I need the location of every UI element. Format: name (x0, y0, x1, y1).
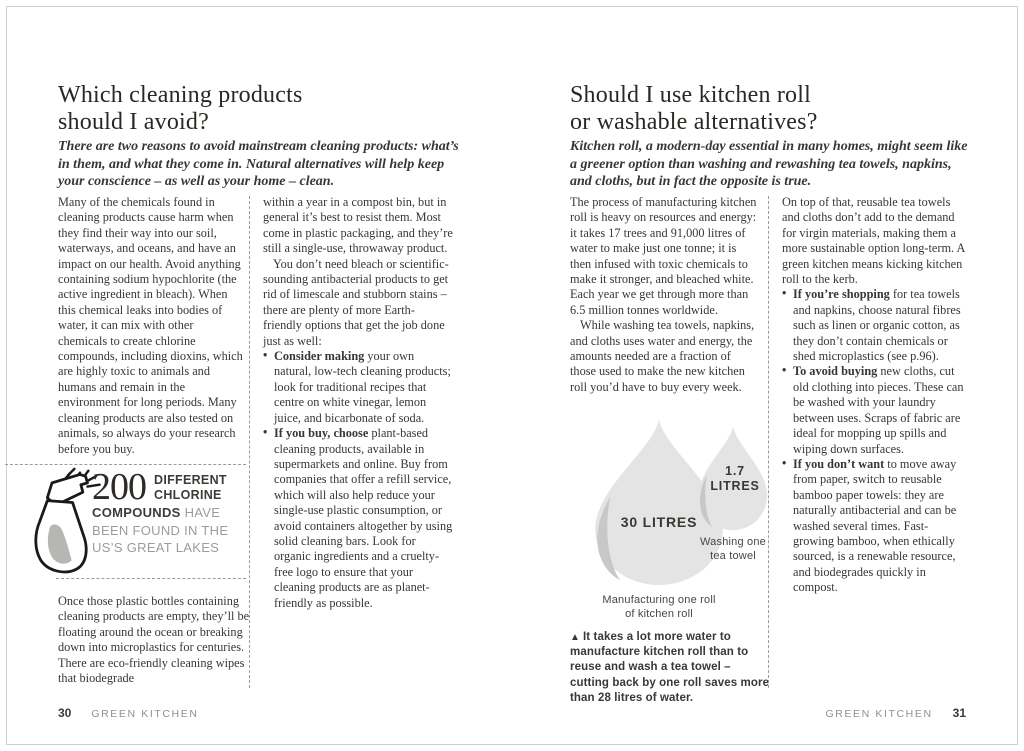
stat-line-4: BEEN FOUND IN THE (92, 522, 229, 538)
right-col1-paragraph-2: While washing tea towels, napkins, and cloths uses water and energy, the amounts needed are a fraction of those used to make the new kitchen roll you’d have to buy every week. (570, 318, 755, 394)
right-bullet-list (782, 287, 968, 595)
stat-top-rule (5, 464, 246, 465)
left-col2-paragraph-1: within a year in a compost bin, but in general it’s best to resist them. Most come in plastic packaging, and they’re still a single-use, throwaway product. (263, 195, 453, 256)
left-column-1-top (58, 195, 244, 457)
page-number-right: 31 (952, 706, 966, 720)
infographic-caption (570, 630, 770, 706)
stat-line-5: US’S GREAT LAKES (92, 540, 220, 555)
left-title-line1: Which cleaning products (58, 82, 303, 109)
small-droplet-value: 1.7 LITRES (710, 464, 760, 493)
chlorine-stat (92, 466, 250, 557)
running-head-right: GREEN KITCHEN (825, 708, 933, 720)
footer-right (825, 706, 966, 720)
bullet-item: • If you don’t want to move away from paper, switch to reusable bamboo paper towels: they are naturally antibacterial and can be washed several times. Fast-growing bamboo, when ethically sourced, is a renewable resource, and biodegrades quickly in compost. (782, 457, 968, 596)
left-column-divider (249, 196, 250, 688)
left-title-line2: should I avoid? (58, 109, 209, 136)
left-bullet-list (263, 349, 453, 611)
stat-line-3: COMPOUNDS HAVE (92, 505, 221, 520)
left-col1-paragraph-1: Many of the chemicals found in cleaning products cause harm when they find their way into our soil, waterways, and oceans, and have an impact on our health. Avoid anything containing sodium hypochlorite (the active ingredient in bleach). When this chemical leaks into bodies of water, it can mix with other chemicals to create chlorine compounds, including dioxins, which are highly toxic to animals and humans and remain in the environment for long periods. Many cleaning products are also tested on animals, so always do your research before you buy. (58, 195, 243, 456)
right-column-1 (570, 195, 758, 395)
big-droplet-value: 30 LITRES (620, 514, 698, 530)
triangle-marker-icon: ▲ (570, 632, 580, 643)
stat-label-bold: DIFFERENT CHLORINE (154, 473, 227, 502)
right-column-divider (768, 196, 769, 688)
right-column-2 (782, 195, 968, 596)
caption-text: It takes a lot more water to manufacture kitchen roll than to reuse and wash a tea towel – cutting back by one roll saves more than 28 litres of water. (570, 631, 770, 704)
right-col2-paragraph-1: On top of that, reusable tea towels and cloths don’t add to the demand for virgin materials, making them a more sustainable option long-term. A green kitchen means kicking kitchen roll to the kerb. (782, 195, 965, 287)
small-droplet-label: Washing one tea towel (700, 536, 766, 562)
stat-value: 200 (92, 466, 146, 508)
bullet-item: • To avoid buying new cloths, cut old clothing into pieces. These can be washed with your laundry between uses. Scraps of fabric are ideal for mopping up spills and wiping down surfaces. (782, 364, 968, 456)
running-head-left: GREEN KITCHEN (91, 708, 199, 720)
left-column-1-bottom (58, 594, 250, 686)
right-page-title (570, 82, 970, 136)
right-title-line1: Should I use kitchen roll (570, 82, 811, 109)
bullet-item: • Consider making your own natural, low-tech cleaning products; look for traditional recipes that centre on white vinegar, lemon juice, and bicarbonate of soda. (263, 349, 453, 426)
bullet-item: • If you buy, choose plant-based cleaning products, available in supermarkets and online. Buy from companies that offer a refill service, which will also help reduce your single-use plastic consumption, or avoid containers altogether by using solid cleaning bars. Look for organic ingredients and a cruelty-free logo to ensure that your cleaning products are as planet-friendly as possible. (263, 426, 453, 611)
left-column-2 (263, 195, 453, 611)
big-droplet-label: Manufacturing one roll of kitchen roll (602, 594, 716, 620)
footer-left (58, 706, 199, 720)
bullet-item: • If you’re shopping for tea towels and napkins, choose natural fibres such as linen or organic cotton, as they don’t contain chemicals or shed microplastics (see p.96). (782, 287, 968, 364)
right-title-line2: or washable alternatives? (570, 109, 818, 136)
left-page-title (58, 82, 418, 136)
left-col1-paragraph-2: Once those plastic bottles containing cleaning products are empty, they’ll be floating around the ocean or breaking down into microplastics for centuries. There are eco-friendly cleaning wipes that biodegrade (58, 594, 250, 686)
left-col2-paragraph-2: You don’t need bleach or scientific-sounding antibacterial products to get rid of limescale and stubborn stains – there are plenty of more Earth-friendly options that get the job done just as well: (263, 256, 449, 348)
right-col1-paragraph-1: The process of manufacturing kitchen roll is heavy on resources and energy: it takes 17 trees and 91,000 litres of water to make just one tonne; it is then infused with toxic chemicals to make it stronger, and bleached white. Each year we get through more than 6.5 million tonnes worldwide. (570, 195, 757, 317)
left-intro: There are two reasons to avoid mainstream cleaning products: what’s in them, and what they come in. Natural alternatives will help keep your conscience – as well as your home – clean. (58, 139, 459, 189)
page-number-left: 30 (58, 706, 72, 720)
right-intro: Kitchen roll, a modern-day essential in many homes, might seem like a greener option than washing and rewashing tea towels, napkins, and cloths, but in fact the opposite is true. (570, 139, 968, 189)
